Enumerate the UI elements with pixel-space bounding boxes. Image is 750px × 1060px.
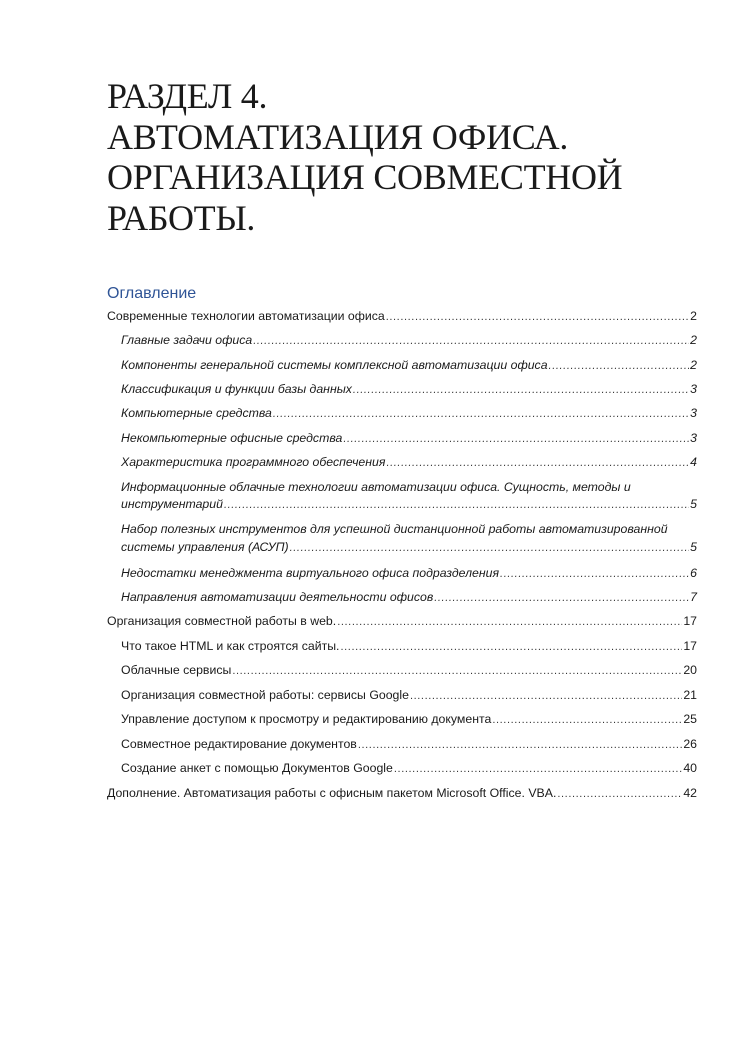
toc-leader (340, 639, 682, 655)
toc-leader (224, 497, 689, 513)
section-title-line: РАБОТЫ. (107, 197, 256, 238)
toc-leader (549, 358, 690, 374)
toc-page-number: 25 (683, 712, 697, 726)
section-title (107, 76, 707, 238)
toc-entry-text: Главные задачи офиса (121, 333, 253, 347)
toc-page-number: 17 (683, 639, 697, 653)
toc-page-number: 3 (690, 431, 697, 445)
toc-entry[interactable] (121, 382, 697, 398)
toc-leader (492, 712, 682, 728)
toc-entry-text: Направления автоматизации деятельности офисов (121, 590, 434, 604)
toc-leader (394, 761, 682, 777)
toc-page-number: 5 (690, 540, 697, 554)
toc-leader (386, 455, 689, 471)
toc-entry-text: Компоненты генеральной системы комплексной автоматизации офиса (121, 358, 548, 372)
toc-leader (353, 382, 689, 398)
toc-entry-text: Организация совместной работы: сервисы Google (121, 688, 409, 702)
toc-entry[interactable] (121, 540, 697, 556)
toc-entry-text: Дополнение. Автоматизация работы с офисным пакетом Microsoft Office. VBA. (107, 786, 557, 800)
toc-page-number: 4 (690, 455, 697, 469)
toc-leader (434, 590, 689, 606)
toc-entry[interactable] (121, 761, 697, 777)
toc-leader (232, 663, 682, 679)
toc-page-number: 2 (690, 309, 697, 323)
toc-page-number: 3 (690, 382, 697, 396)
toc-entry[interactable] (121, 663, 697, 679)
toc-entry[interactable] (121, 590, 697, 606)
toc-entry-text: Совместное редактирование документов (121, 737, 357, 751)
section-title-line: АВТОМАТИЗАЦИЯ ОФИСА. (107, 116, 569, 157)
toc-entry-text: Облачные сервисы (121, 663, 232, 677)
toc-entry[interactable] (121, 406, 697, 422)
toc-leader (557, 786, 682, 802)
toc-leader (500, 566, 689, 582)
toc-entry[interactable] (107, 309, 697, 325)
toc-leader (386, 309, 689, 325)
toc-entry-text: Создание анкет с помощью Документов Google (121, 761, 393, 775)
toc-entry-text: Некомпьютерные офисные средства (121, 431, 343, 445)
toc-entry-text: Организация совместной работы в web. (107, 614, 337, 628)
section-title-line: РАЗДЕЛ 4. (107, 76, 268, 116)
toc-entry-text: системы управления (АСУП) (121, 540, 289, 554)
toc-page-number: 3 (690, 406, 697, 420)
toc-heading: Оглавление (107, 285, 197, 302)
toc-page-number: 5 (690, 497, 697, 511)
toc-page-number: 17 (683, 614, 697, 628)
toc-leader (273, 406, 689, 422)
toc-page-number: 42 (683, 786, 697, 800)
toc-page-number: 21 (683, 688, 697, 702)
toc-leader (410, 688, 682, 704)
toc-entry[interactable] (121, 358, 697, 374)
toc-entry[interactable] (121, 497, 697, 513)
toc-entry[interactable] (121, 688, 697, 704)
toc-page-number: 40 (683, 761, 697, 775)
toc-leader (343, 431, 689, 447)
toc-page-number: 26 (683, 737, 697, 751)
toc-entry[interactable] (121, 566, 697, 582)
toc-entry[interactable] (121, 455, 697, 471)
section-title-line: ОРГАНИЗАЦИЯ СОВМЕСТНОЙ (107, 157, 623, 197)
toc-entry[interactable] (121, 639, 697, 655)
toc-entry-text-line1[interactable]: Набор полезных инструментов для успешной дистанционной работы автоматизированной (121, 522, 668, 536)
toc-entry-text: Что такое HTML и как строятся сайты. (121, 639, 340, 653)
toc-entry[interactable] (121, 431, 697, 447)
toc-entry-text: Компьютерные средства (121, 406, 272, 420)
toc-entry[interactable] (121, 333, 697, 349)
toc-page-number: 2 (690, 333, 697, 347)
toc-page-number: 20 (683, 663, 697, 677)
toc-entry[interactable] (107, 786, 697, 802)
toc-entry[interactable] (121, 737, 697, 753)
toc-page-number: 7 (690, 590, 697, 604)
toc-entry-text: инструментарий (121, 497, 223, 511)
toc-entry[interactable] (121, 712, 697, 728)
toc-entry-text-line1[interactable]: Информационные облачные технологии автоматизации офиса. Сущность, методы и (121, 480, 631, 494)
toc-page-number: 2 (690, 358, 697, 372)
toc-page-number: 6 (690, 566, 697, 580)
toc-leader (290, 540, 690, 556)
toc-entry-text: Современные технологии автоматизации офиса (107, 309, 385, 323)
toc-entry-text: Недостатки менеджмента виртуального офиса подразделения (121, 566, 500, 580)
toc-leader (337, 614, 682, 630)
toc-entry-text: Классификация и функции базы данных (121, 382, 352, 396)
toc-entry-text: Характеристика программного обеспечения (121, 455, 386, 469)
toc-leader (358, 737, 682, 753)
toc-entry-text: Управление доступом к просмотру и редактированию документа (121, 712, 492, 726)
toc-leader (253, 333, 689, 349)
toc-entry[interactable] (107, 614, 697, 630)
